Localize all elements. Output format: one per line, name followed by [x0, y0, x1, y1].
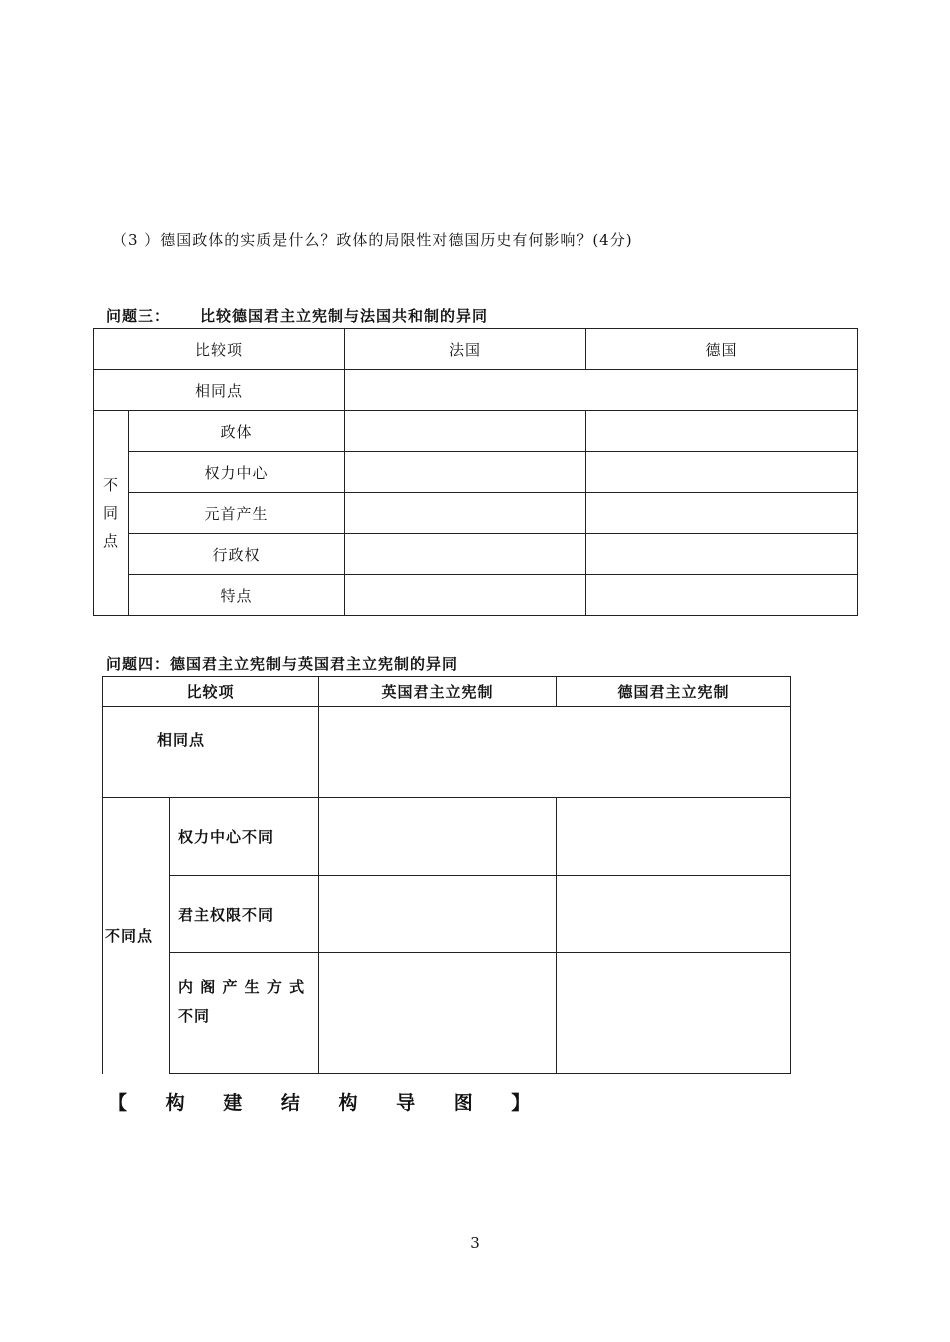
header-compare-item: 比较项	[94, 329, 345, 370]
page-number: 3	[470, 1234, 480, 1252]
header-france: 法国	[345, 329, 586, 370]
header-germany: 德国君主立宪制	[557, 677, 791, 707]
table-row	[94, 534, 858, 575]
answer-cell[interactable]	[319, 953, 557, 1074]
section-4-title: 问题四：德国君主立宪制与英国君主立宪制的异同	[106, 655, 459, 673]
table-row	[103, 707, 791, 798]
answer-cell[interactable]	[557, 953, 791, 1074]
header-germany: 德国	[586, 329, 858, 370]
table-row	[103, 953, 791, 1074]
header-britain: 英国君主立宪制	[319, 677, 557, 707]
answer-cell[interactable]	[586, 411, 858, 452]
question-3-text: （3 ）德国政体的实质是什么？政体的局限性对德国历史有何影响？(4分)	[112, 231, 633, 249]
same-points-label: 相同点	[103, 707, 319, 798]
table-row	[103, 677, 791, 707]
table-row	[94, 329, 858, 370]
table-row	[94, 493, 858, 534]
row-label: 权力中心不同	[170, 798, 319, 876]
table-row	[103, 876, 791, 953]
table-row	[94, 370, 858, 411]
table-row	[94, 452, 858, 493]
row-label: 君主权限不同	[170, 876, 319, 953]
row-label: 内 阁 产 生 方 式 不同	[170, 953, 319, 1074]
answer-cell[interactable]	[345, 534, 586, 575]
answer-cell[interactable]	[345, 411, 586, 452]
answer-cell[interactable]	[345, 493, 586, 534]
diff-points-label: 不同点	[103, 798, 170, 1074]
answer-cell[interactable]	[557, 798, 791, 876]
table-row	[103, 798, 791, 876]
same-points-label: 相同点	[94, 370, 345, 411]
section-3-title	[106, 305, 488, 326]
comparison-table-britain-germany	[102, 676, 791, 1074]
mindmap-heading: 【 构 建 结 构 导 图 】	[108, 1092, 547, 1114]
diff-points-label: 不 同 点	[94, 411, 129, 616]
answer-cell[interactable]	[586, 534, 858, 575]
answer-cell[interactable]	[586, 452, 858, 493]
table-row	[94, 411, 858, 452]
answer-cell[interactable]	[319, 798, 557, 876]
answer-cell[interactable]	[345, 452, 586, 493]
table-row	[94, 575, 858, 616]
row-label: 政体	[129, 411, 345, 452]
row-label: 特点	[129, 575, 345, 616]
answer-cell[interactable]	[557, 876, 791, 953]
answer-cell[interactable]	[319, 876, 557, 953]
answer-cell[interactable]	[345, 575, 586, 616]
header-compare-item: 比较项	[103, 677, 319, 707]
answer-cell[interactable]	[345, 370, 858, 411]
section-3-title-main: 比较德国君主立宪制与法国共和制的异同	[200, 307, 489, 325]
section-3-title-prefix: 问题三：	[106, 307, 171, 325]
row-label: 权力中心	[129, 452, 345, 493]
answer-cell[interactable]	[586, 493, 858, 534]
answer-cell[interactable]	[586, 575, 858, 616]
row-label: 行政权	[129, 534, 345, 575]
comparison-table-france-germany	[93, 328, 858, 616]
row-label: 元首产生	[129, 493, 345, 534]
answer-cell[interactable]	[319, 707, 791, 798]
